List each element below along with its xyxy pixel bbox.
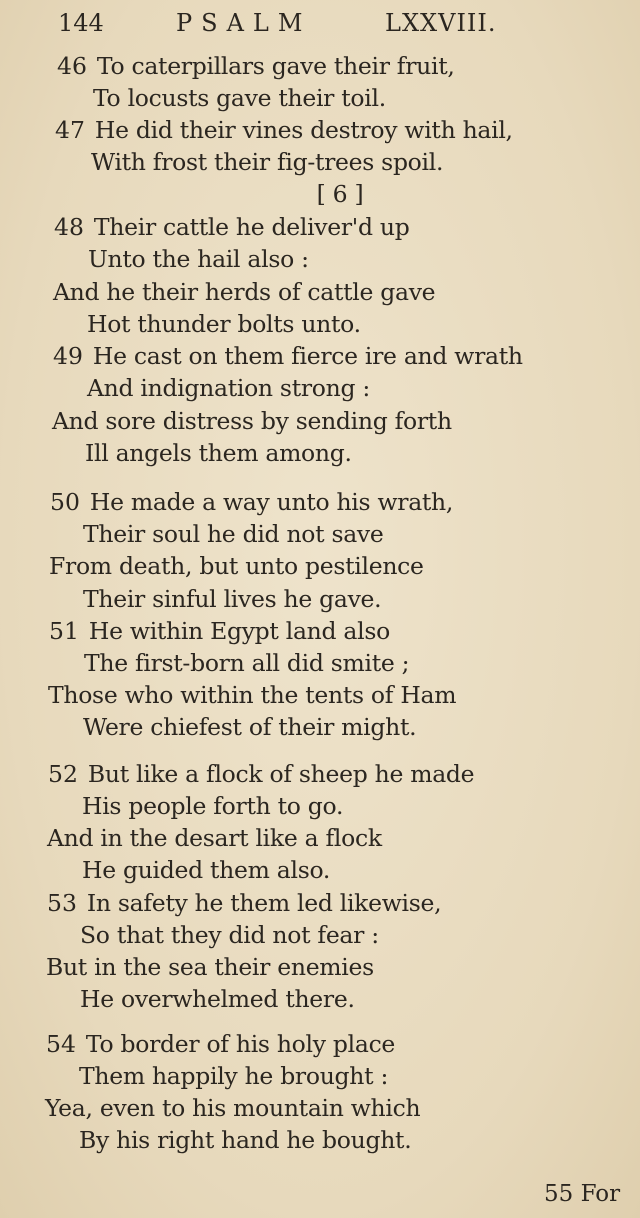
verse-text: The first-born all did smite ; bbox=[84, 649, 410, 677]
verse-number: 49 bbox=[53, 342, 83, 370]
verse-line bbox=[52, 407, 452, 435]
verse-text: He overwhelmed there. bbox=[80, 985, 355, 1013]
verse-line bbox=[87, 374, 370, 402]
verse-line bbox=[48, 681, 456, 709]
verse-text: But in the sea their enemies bbox=[46, 953, 374, 981]
verse-text: In safety he them led likewise, bbox=[86, 889, 442, 917]
verse-line bbox=[88, 245, 309, 273]
page-number: 144 bbox=[58, 9, 104, 37]
verse-text: Their sinful lives he gave. bbox=[83, 585, 382, 613]
verse-line bbox=[83, 520, 384, 548]
verse-text: Unto the hail also : bbox=[88, 245, 309, 273]
verse-line bbox=[83, 713, 416, 741]
verse-line bbox=[47, 824, 382, 852]
verse-text: Yea, even to his mountain which bbox=[45, 1094, 421, 1122]
verse-line-54 bbox=[46, 1030, 395, 1058]
verse-text: Their cattle he deliver'd up bbox=[93, 213, 410, 241]
verse-line-50 bbox=[50, 488, 453, 516]
verse-line bbox=[85, 439, 352, 467]
verse-line-52 bbox=[48, 760, 474, 788]
verse-line bbox=[79, 1126, 411, 1154]
verse-text: He did their vines destroy with hail, bbox=[94, 116, 513, 144]
verse-number: 50 bbox=[50, 488, 80, 516]
verse-text: And in the desart like a flock bbox=[47, 824, 382, 852]
verse-line bbox=[82, 792, 343, 820]
verse-number: 54 bbox=[46, 1030, 76, 1058]
verse-text: To locusts gave their toil. bbox=[93, 84, 386, 112]
verse-line bbox=[53, 278, 435, 306]
verse-text: Hot thunder bolts unto. bbox=[87, 310, 361, 338]
verse-line-47 bbox=[55, 116, 513, 144]
verse-line-51 bbox=[49, 617, 390, 645]
verse-line bbox=[45, 1094, 420, 1122]
verse-line bbox=[79, 1062, 388, 1090]
verse-text: And indignation strong : bbox=[87, 374, 370, 402]
verse-text: So that they did not fear : bbox=[80, 921, 379, 949]
verse-line-53 bbox=[47, 889, 441, 917]
verse-line-48 bbox=[54, 213, 409, 241]
verse-text: He cast on them fierce ire and wrath bbox=[92, 342, 523, 370]
verse-text: Ill angels them among. bbox=[85, 439, 352, 467]
verse-text: Their soul he did not save bbox=[83, 520, 384, 548]
verse-text: He made a way unto his wrath, bbox=[89, 488, 454, 516]
verse-number: 52 bbox=[48, 760, 78, 788]
verse-line bbox=[83, 585, 381, 613]
running-head-numeral: LXXVIII. bbox=[385, 9, 497, 37]
catchword: 55 For bbox=[544, 1181, 621, 1207]
verse-line bbox=[80, 985, 355, 1013]
verse-text: And sore distress by sending forth bbox=[52, 407, 452, 435]
verse-number: 47 bbox=[55, 116, 85, 144]
verse-text: Them happily he brought : bbox=[79, 1062, 389, 1090]
verse-line bbox=[84, 649, 409, 677]
verse-text: Those who within the tents of Ham bbox=[48, 681, 457, 709]
verse-number: 53 bbox=[47, 889, 77, 917]
verse-text: But like a flock of sheep he made bbox=[87, 760, 475, 788]
verse-line-46 bbox=[57, 52, 455, 80]
verse-number: 48 bbox=[54, 213, 84, 241]
verse-text: To caterpillars gave their fruit, bbox=[96, 52, 455, 80]
verse-line bbox=[87, 310, 361, 338]
verse-number: 46 bbox=[57, 52, 87, 80]
verse-text: His people forth to go. bbox=[82, 792, 344, 820]
verse-text: He guided them also. bbox=[82, 856, 331, 884]
verse-line bbox=[93, 84, 386, 112]
stanza-marker: [ 6 ] bbox=[316, 180, 364, 208]
verse-line bbox=[80, 921, 379, 949]
verse-text: And he their herds of cattle gave bbox=[53, 278, 436, 306]
verse-line bbox=[91, 148, 443, 176]
verse-text: He within Egypt land also bbox=[88, 617, 390, 645]
running-head-title: PSALM bbox=[176, 9, 312, 37]
verse-line bbox=[49, 552, 424, 580]
verse-line-49 bbox=[53, 342, 523, 370]
verse-text: With frost their fig-trees spoil. bbox=[91, 148, 444, 176]
verse-line bbox=[46, 953, 374, 981]
verse-text: To border of his holy place bbox=[85, 1030, 396, 1058]
verse-line bbox=[82, 856, 330, 884]
verse-text: From death, but unto pestilence bbox=[49, 552, 424, 580]
verse-text: Were chiefest of their might. bbox=[83, 713, 417, 741]
verse-text: By his right hand he bought. bbox=[79, 1126, 412, 1154]
verse-number: 51 bbox=[49, 617, 79, 645]
